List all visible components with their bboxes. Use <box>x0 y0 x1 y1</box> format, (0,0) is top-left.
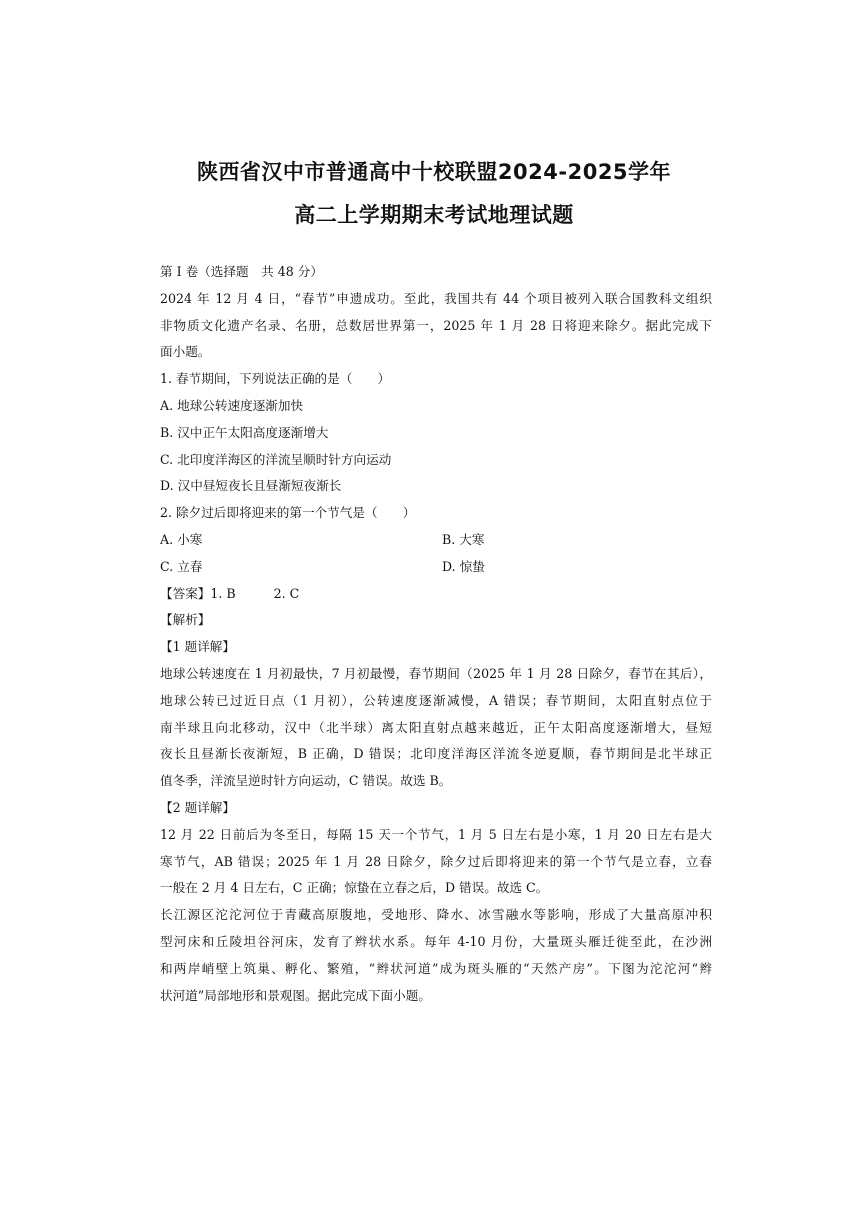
question-1-stem: 1. 春节期间，下列说法正确的是（ ） <box>160 371 391 387</box>
answer-line <box>160 581 712 608</box>
question-2-option-b: B. 大寒 <box>442 531 485 547</box>
detail-1-label: 【1 题详解】 <box>160 639 235 655</box>
detail-1-line: 地球公转已过近日点（1 月初），公转速度逐渐减慢，A 错误；春节期间，太阳直射点位于 <box>160 692 712 708</box>
question-2-stem: 2. 除夕过后即将迎来的第一个节气是（ ） <box>160 505 416 521</box>
question-2-option-c: C. 立春 <box>160 558 203 574</box>
question-2-option-a: A. 小寒 <box>160 531 203 547</box>
detail-1-line: 地球公转速度在 1 月初最快，7 月初最慢，春节期间（2025 年 1 月 28 日除夕，春节在其后）， <box>160 665 712 681</box>
detail-2-line: 寒节气，AB 错误；2025 年 1 月 28 日除夕，除夕过后即将迎来的第一个节气是立春，立春 <box>160 853 712 869</box>
detail-1-line: 夜长且昼渐长夜渐短，B 正确，D 错误；北印度洋海区洋流冬逆夏顺，春节期间是北半球正 <box>160 746 712 762</box>
section-heading: 第 I 卷（选择题 共 48 分） <box>160 264 323 279</box>
answer-2: 2. C <box>273 585 300 601</box>
question-2-options-row <box>160 554 712 581</box>
answer-1: 1. B <box>210 585 236 601</box>
detail-2-line: 12 月 22 日前后为冬至日，每隔 15 天一个节气，1 月 5 日左右是小寒，1 月 20 日左右是大 <box>160 826 712 842</box>
detail-1-line: 值冬季，洋流呈逆时针方向运动，C 错误。故选 B。 <box>160 773 452 789</box>
detail-2-line: 一般在 2 月 4 日左右，C 正确；惊蛰在立春之后，D 错误。故选 C。 <box>160 880 549 896</box>
analysis-label: 【解析】 <box>160 612 211 628</box>
question-2-options-row <box>160 527 712 554</box>
document-title-line2: 高二上学期期末考试地理试题 <box>294 203 574 227</box>
question-1-option-a: A. 地球公转速度逐渐加快 <box>160 397 304 413</box>
question-1-option-d: D. 汉中昼短夜长且昼渐短夜渐长 <box>160 478 342 494</box>
document-title-line1: 陕西省汉中市普通高中十校联盟2024-2025学年 <box>196 160 672 184</box>
question-2-option-d: D. 惊蛰 <box>442 558 485 574</box>
answer-label: 【答案】 <box>160 585 211 601</box>
detail-1-line: 南半球且向北移动，汉中（北半球）离太阳直射点越来越近，正午太阳高度逐渐增大，昼短 <box>160 719 712 735</box>
intro2-line: 长江源区沱沱河位于青藏高原腹地，受地形、降水、冰雪融水等影响，形成了大量高原冲积 <box>160 907 712 923</box>
intro1-line: 面小题。 <box>160 344 211 360</box>
intro1-line: 非物质文化遗产名录、名册，总数居世界第一，2025 年 1 月 28 日将迎来除夕。据此完成下 <box>160 317 712 333</box>
intro1-line: 2024 年 12 月 4 日，“春节”申遗成功。至此，我国共有 44 个项目被列入联合国教科文组织 <box>160 290 712 306</box>
question-1-option-c: C. 北印度洋海区的洋流呈顺时针方向运动 <box>160 451 392 467</box>
question-1-option-b: B. 汉中正午太阳高度逐渐增大 <box>160 424 329 440</box>
intro2-line: 型河床和丘陵坦谷河床，发育了辫状水系。每年 4-10 月份，大量斑头雁迁徙至此，在沙洲 <box>160 933 712 949</box>
document-body <box>160 259 712 1009</box>
intro2-line: 状河道”局部地形和景观图。据此完成下面小题。 <box>160 987 431 1003</box>
intro2-line: 和两岸峭壁上筑巢、孵化、繁殖，“辫状河道”成为斑头雁的“天然产房”。下图为沱沱河“辫 <box>160 960 712 976</box>
detail-2-label: 【2 题详解】 <box>160 799 235 815</box>
